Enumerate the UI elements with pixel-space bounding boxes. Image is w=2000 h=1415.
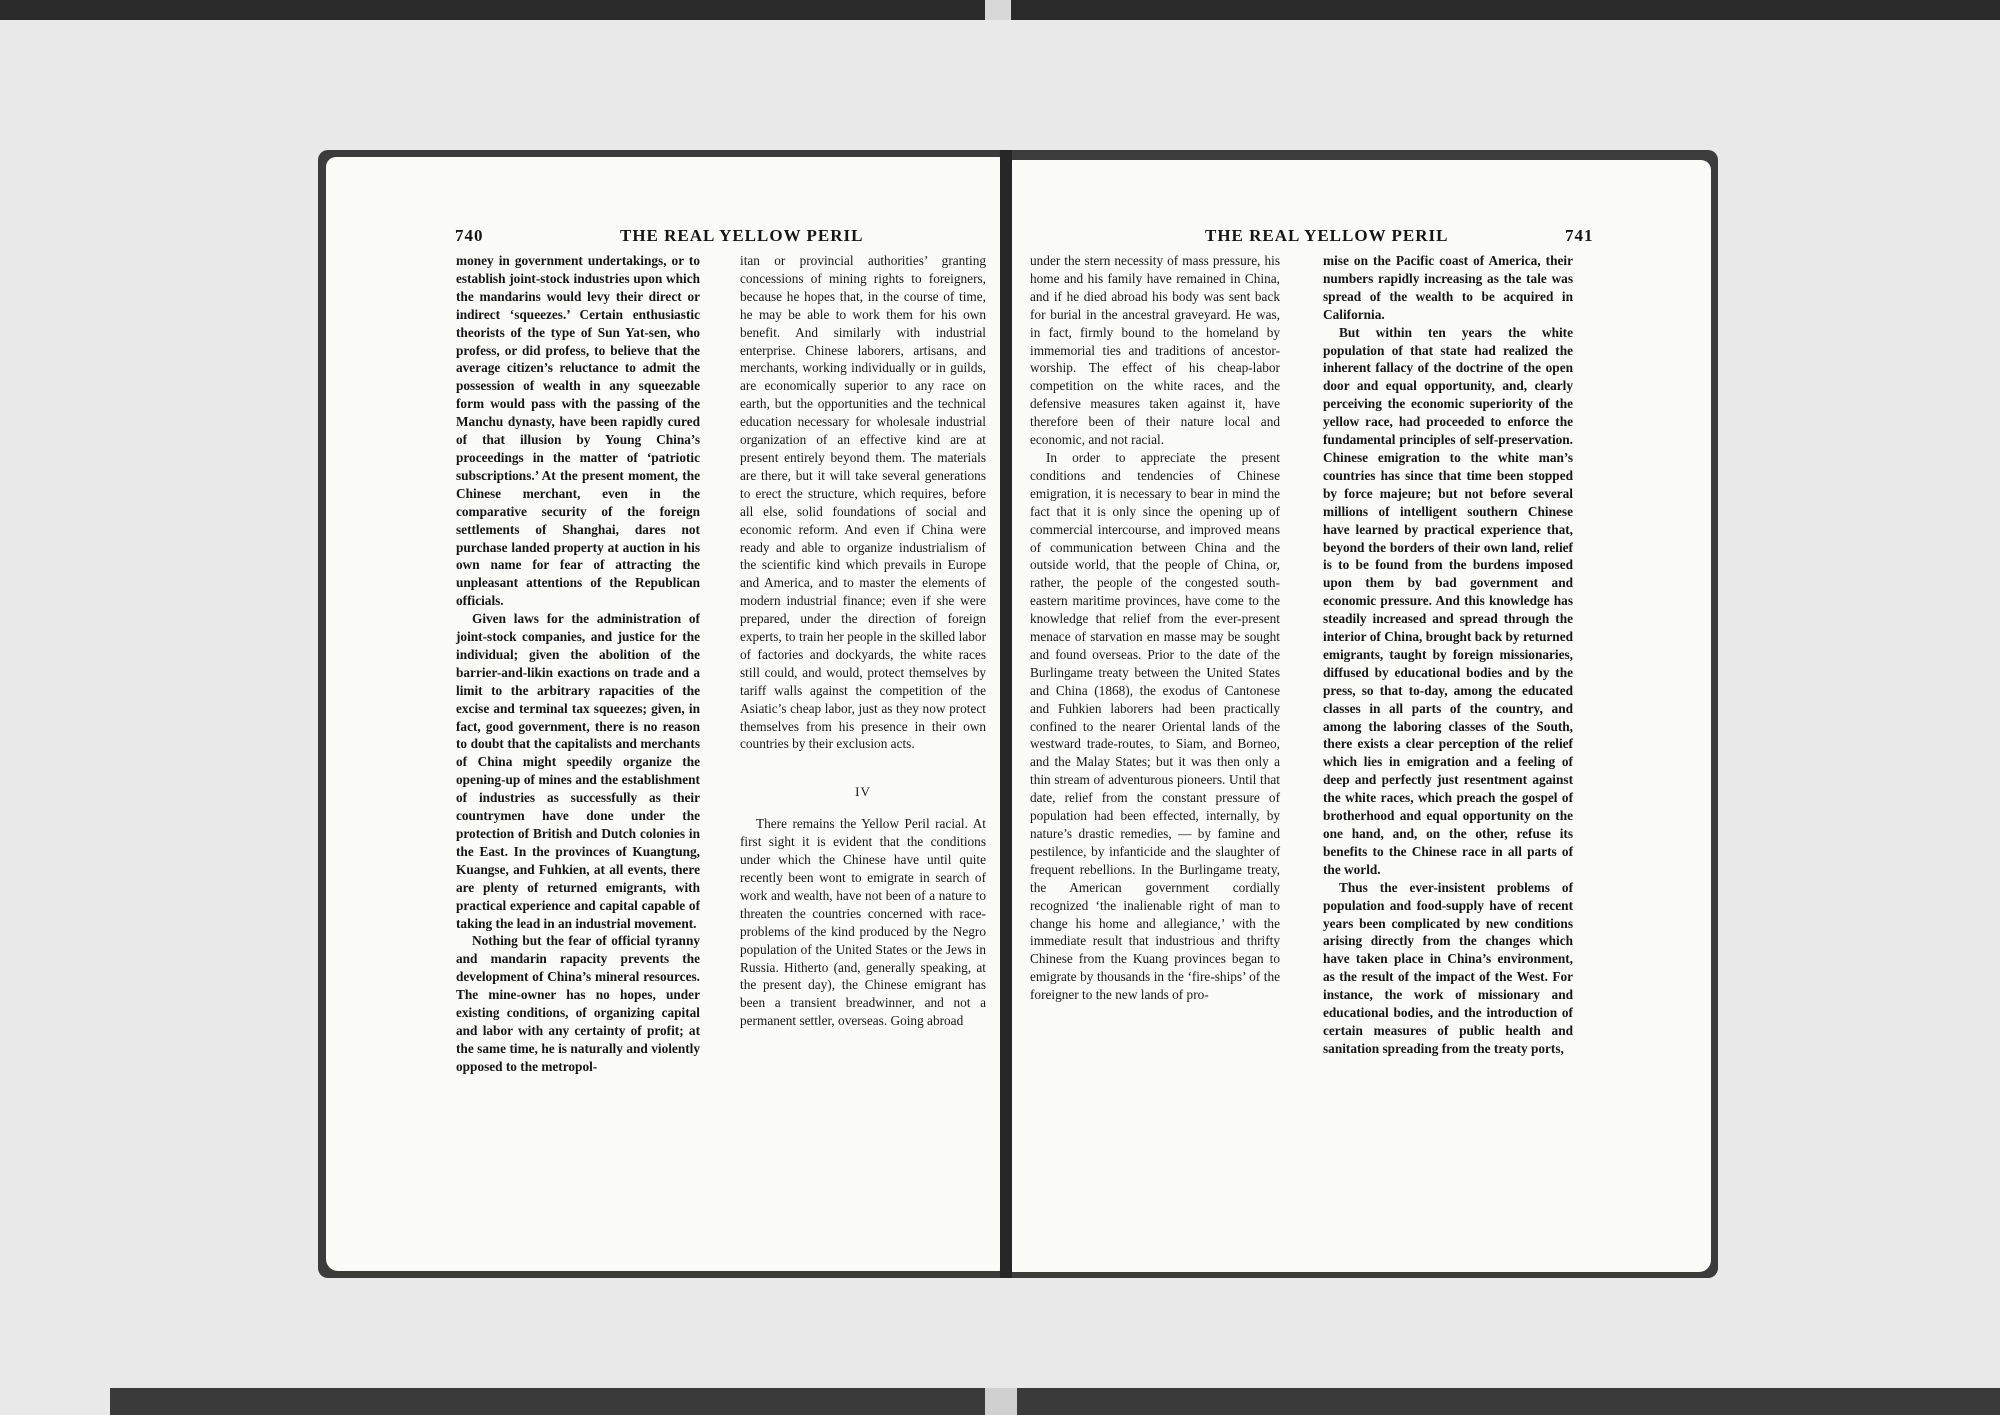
scan-top-edge: [0, 0, 2000, 20]
scan-top-gap: [985, 0, 1011, 20]
right-column-1: [1030, 252, 1280, 1004]
paragraph: In order to appreciate the present conditions and tendencies of Chinese emigration, it is necessary to bear in mind the fact that it is only since the opening up of commercial intercourse, and improved means of communication between China and the outside world, that the people of China, or, rather, the people of the congested south-eastern maritime provinces, have come to the knowledge that relief from the ever-present menace of starvation en masse may be sought and found overseas. Prior to the date of the Burlingame treaty between the United States and China (1868), the exodus of Cantonese and Fuhkien laborers had been practically confined to the nearer Oriental lands of the westward trade-routes, to Siam, and Borneo, and the Malay States; but it was then only a thin stream of adventurous pioneers. Until that date, relief from the constant pressure of population had been effected, internally, by nature’s drastic remedies, — by famine and pestilence, by infanticide and the slaughter of frequent rebellions. In the Burlingame treaty, the American government cordially recognized ‘the inalienable right of man to change his home and allegiance,’ with the immediate result that industrious and thrifty Chinese from the Kuang provinces began to emigrate by thousands in the ‘fire-ships’ of the foreigner to the new lands of pro-: [1030, 449, 1280, 1003]
scan-bottom-gap: [985, 1388, 1017, 1415]
paragraph: itan or provincial authorities’ granting concessions of mining rights to foreigners, because he hopes that, in the course of time, he may be able to work them for his own benefit. And similarly with industrial enterprise. Chinese laborers, artisans, and merchants, working individually or in guilds, are economically superior to any race on earth, but the opportunities and the technical education necessary for wholesale industrial organization of an effective kind are at present entirely beyond them. The materials are there, but it will take several generations to erect the structure, which requires, before all else, solid foundations of social and economic reform. And even if China were ready and able to organize industrialism of the scientific kind which prevails in Europe and America, and to master the elements of modern industrial finance; even if she were prepared, under the direction of foreign experts, to train her people in the skilled labor of factories and dockyards, the white races still could, and would, protect themselves by tariff walls against the competition of the Asiatic’s cheap labor, just as they now protect themselves from his presence in their own countries by their exclusion acts.: [740, 253, 986, 752]
paragraph: Thus the ever-insistent problems of population and food-supply have of recent years been complicated by new conditions arising directly from the changes which have taken place in China’s environment, as the result of the impact of the West. For instance, the work of missionary and educational bodies, and the introduction of certain measures of public health and sanitation spreading from the treaty ports,: [1323, 879, 1573, 1056]
paragraph: Given laws for the administration of joint-stock companies, and justice for the individual; given the abolition of the barrier-and-likin exactions on trade and a limit to the arbitrary rapacities of the excise and terminal tax squeezes; given, in fact, good government, there is no reason to doubt that the capitalists and merchants of China might speedily organize the opening-up of mines and the establishment of industries as successfully as their countrymen have done under the protection of British and Dutch colonies in the East. In the provinces of Kuangtung, Kuangse, and Fuhkien, at all events, there are plenty of returned emigrants, with practical experience and capital capable of taking the lead in an industrial movement.: [456, 611, 700, 931]
paragraph: money in government undertakings, or to establish joint-stock industries upon which the mandarins would levy their direct or indirect ‘squeezes.’ Certain enthusiastic theorists of the type of Sun Yat-sen, who profess, or did profess, to believe that the average citizen’s reluctance to admit the possession of wealth in any squeezable form would pass with the passing of the Manchu dynasty, have been rapidly cured of that illusion by Young China’s proceedings in the matter of ‘patriotic subscriptions.’ At the present moment, the Chinese merchant, even in the comparative security of the foreign settlements of Shanghai, dares not purchase landed property at auction in his own name for fear of attracting the unpleasant attentions of the Republican officials.: [456, 253, 700, 609]
paragraph: Nothing but the fear of official tyranny and mandarin rapacity prevents the development of China’s mineral resources. The mine-owner has no hopes, under existing conditions, of organizing capital and labor with any certainty of profit; at the same time, he is naturally and violently opposed to the metropol-: [456, 933, 700, 1074]
left-page-number: 740: [455, 226, 484, 245]
left-column-1: [456, 252, 700, 1076]
right-running-head: [1040, 226, 1600, 250]
book-gutter: [1000, 150, 1012, 1278]
left-running-head: [455, 226, 995, 250]
scan-bottom-edge: [110, 1388, 2000, 1415]
left-running-title: THE REAL YELLOW PERIL: [620, 226, 864, 245]
right-page-number: 741: [1565, 226, 1594, 245]
left-column-2: [740, 252, 986, 1030]
paragraph: mise on the Pacific coast of America, their numbers rapidly increasing as the tale was spread of the wealth to be acquired in California.: [1323, 253, 1573, 322]
paragraph: under the stern necessity of mass pressure, his home and his family have remained in China, and if he died abroad his body was sent back for burial in the ancestral graveyard. He was, in fact, firmly bound to the homeland by immemorial ties and traditions of ancestor-worship. The effect of his cheap-labor competition on the white races, and the defensive measures taken against it, have therefore been of their nature local and economic, and not racial.: [1030, 253, 1280, 448]
section-heading: IV: [855, 784, 871, 800]
paragraph: There remains the Yellow Peril racial. At first sight it is evident that the conditions under which the Chinese have until quite recently been wont to emigrate in search of work and wealth, have not been of a nature to threaten the countries concerned with race-problems of the kind produced by the Negro population of the United States or the Jews in Russia. Hitherto (and, generally speaking, at the present day), the Chinese emigrant has been a transient breadwinner, and not a permanent settler, overseas. Going abroad: [740, 816, 986, 1029]
right-column-2: [1323, 252, 1573, 1058]
right-running-title: THE REAL YELLOW PERIL: [1205, 226, 1449, 245]
paragraph: But within ten years the white population of that state had realized the inherent fallacy of the doctrine of the open door and equal opportunity, and, clearly perceiving the economic superiority of the yellow race, had proceeded to enforce the fundamental principles of self-preservation. Chinese emigration to the white man’s countries has since that time been stopped by force majeure; but not before several millions of intelligent southern Chinese have learned by practical experience that, beyond the borders of their own land, relief is to be found from the burdens imposed upon them by bad government and economic pressure. And this knowledge has steadily increased and spread through the interior of China, brought back by returned emigrants, taught by foreign missionaries, diffused by educational bodies and by the press, so that to-day, among the educated classes in all parts of the country, and among the laboring classes of the South, there exists a clear perception of the relief which lies in emigration and a feeling of deep and perfectly just resentment against the white races, which preach the gospel of brotherhood and equal opportunity on the one hand, and, on the other, refuse its benefits to the Chinese race in all parts of the world.: [1323, 324, 1573, 877]
